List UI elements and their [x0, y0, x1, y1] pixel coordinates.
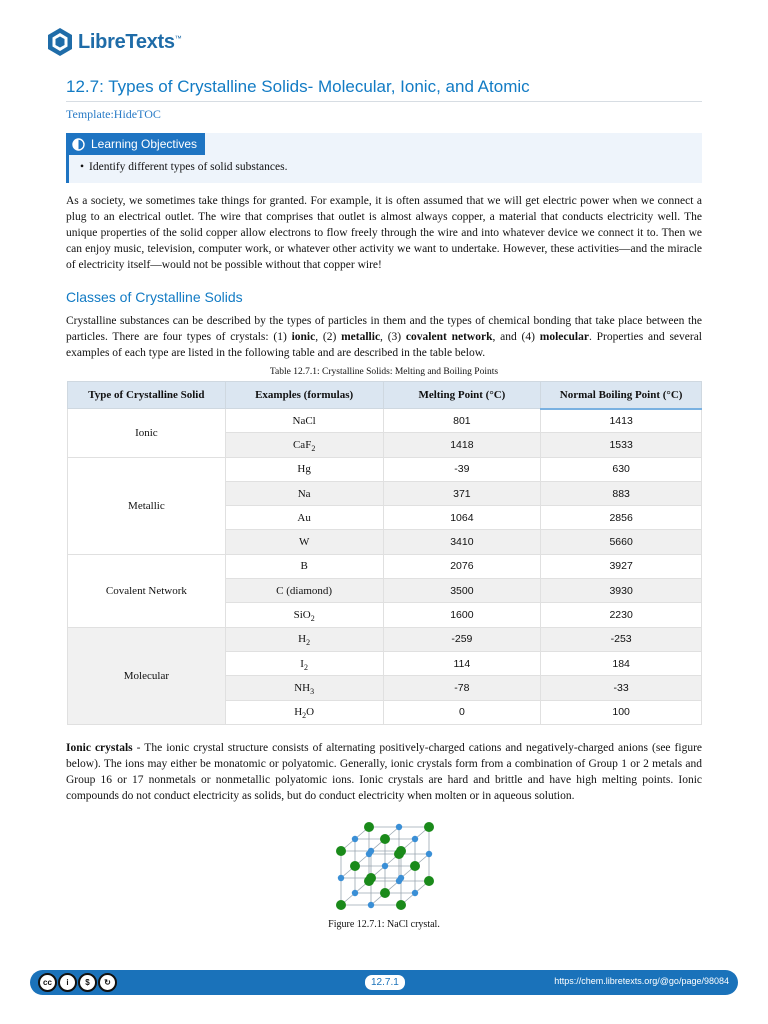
- melting-point-cell: -39: [383, 457, 541, 481]
- by-icon: i: [58, 973, 77, 992]
- half-circle-icon: [72, 138, 85, 151]
- learning-objectives-header: [66, 133, 205, 155]
- table-row: [68, 554, 702, 578]
- formula-cell: NaCl: [225, 409, 383, 433]
- page-url-link[interactable]: https://chem.libretexts.org/@go/page/98084: [554, 976, 729, 986]
- sodium-ion: [412, 890, 418, 896]
- footer-bar: [30, 970, 738, 995]
- col-header-examples[interactable]: Examples (formulas): [225, 382, 383, 409]
- crystalline-solids-table: [67, 381, 702, 725]
- formula-cell: Au: [225, 506, 383, 530]
- formula-cell: Na: [225, 481, 383, 505]
- sodium-ion: [426, 851, 432, 857]
- formula-cell: CaF$_2$: [225, 433, 383, 457]
- boiling-point-cell: 883: [541, 481, 702, 505]
- sodium-ion: [368, 902, 374, 908]
- melting-point-cell: 1064: [383, 506, 541, 530]
- sodium-ion: [398, 875, 404, 881]
- boiling-point-cell: 100: [541, 700, 702, 724]
- license-badges[interactable]: [38, 973, 118, 992]
- table-row: [68, 627, 702, 651]
- sodium-ion: [412, 836, 418, 842]
- sodium-ion: [338, 875, 344, 881]
- melting-point-cell: 801: [383, 409, 541, 433]
- learning-objective-item: • Identify different types of solid substances.: [80, 161, 287, 173]
- boiling-point-cell: 630: [541, 457, 702, 481]
- col-header-melting-point[interactable]: Melting Point (°C): [383, 382, 541, 409]
- melting-point-cell: 1418: [383, 433, 541, 457]
- sodium-ion: [352, 890, 358, 896]
- template-link[interactable]: Template:HideTOC: [66, 107, 161, 121]
- formula-cell: Hg: [225, 457, 383, 481]
- group-cell-ionic: Ionic: [68, 409, 226, 458]
- chloride-ion: [424, 822, 434, 832]
- chloride-ion: [366, 873, 376, 883]
- table-row: [68, 457, 702, 481]
- sa-icon: ↻: [98, 973, 117, 992]
- group-cell-covalent-network: Covalent Network: [68, 554, 226, 627]
- libretexts-logo[interactable]: [46, 27, 181, 57]
- boiling-point-cell: 3930: [541, 579, 702, 603]
- melting-point-cell: -259: [383, 627, 541, 651]
- learning-objectives-title: Learning Objectives: [91, 137, 198, 151]
- section-heading: Classes of Crystalline Solids: [66, 289, 243, 305]
- chloride-ion: [396, 846, 406, 856]
- logo-wordmark: LibreTexts™: [78, 30, 182, 53]
- formula-cell: $I_2$: [225, 651, 383, 675]
- sodium-ion: [368, 848, 374, 854]
- term-covalent-network: covalent network: [405, 331, 493, 343]
- term-ionic-crystals: Ionic crystals: [66, 742, 133, 754]
- chloride-ion: [364, 822, 374, 832]
- table-row: [68, 409, 702, 433]
- formula-cell: B: [225, 554, 383, 578]
- formula-cell: $NH_3$: [225, 676, 383, 700]
- melting-point-cell: 371: [383, 481, 541, 505]
- formula-cell: $H_2$: [225, 627, 383, 651]
- formula-cell: SiO$_2$: [225, 603, 383, 627]
- boiling-point-cell: 184: [541, 651, 702, 675]
- melting-point-cell: 3410: [383, 530, 541, 554]
- formula-cell: W: [225, 530, 383, 554]
- chloride-ion: [336, 846, 346, 856]
- term-ionic: ionic: [291, 331, 316, 343]
- chloride-ion: [396, 900, 406, 910]
- term-molecular: molecular: [539, 331, 589, 343]
- learning-objectives-box: [66, 133, 702, 183]
- melting-point-cell: 1600: [383, 603, 541, 627]
- page-number: 12.7.1: [365, 975, 405, 990]
- boiling-point-cell: 1413: [541, 409, 702, 433]
- classes-paragraph: Crystalline substances can be described by the types of particles in them and the types of chemical bonding that take place between the particles. There are four types of crystals: (1) ionic, (2) metallic, (3) covalent network, and (4) molecular. Properties and several examples of each type are listed in the following table and are described in the table below.: [66, 315, 703, 359]
- boiling-point-cell: -33: [541, 676, 702, 700]
- group-cell-molecular: Molecular: [68, 627, 226, 724]
- boiling-point-cell: 3927: [541, 554, 702, 578]
- intro-paragraph: As a society, we sometimes take things for granted. For example, it is often assumed that we will get electric power when we connect a plug to an electrical outlet. The wire that comprises that outlet is almost always copper, a material that conducts electricity well. The unique properties of the solid copper allow electrons to flow freely through the wire and into whatever device we connect it to. Then we can enjoy music, television, computer work, or whatever other activity we want to undertake. However, these activities—and the miracle of electricity itself—would not be possible without that copper wire!: [66, 195, 702, 271]
- nacl-crystal-figure: [333, 815, 437, 915]
- sodium-ion: [396, 824, 402, 830]
- ionic-crystals-paragraph: Ionic crystals - The ionic crystal structure consists of alternating positively-charged cations and negatively-charged anions (see figure below). The ions may either be monatomic or polyatomic. Generally, ionic crystals form from a combination of Group 1 or 2 metals and Group 16 or 17 nonmetals or nonmetallic polyatomic ions. Ionic crystals are hard and brittle and have high melting points. Ionic compounds do not conduct electricity as solids, but do conduct electricity when molten or in aqueous solution.: [66, 742, 703, 802]
- libretexts-hex-icon: [46, 27, 74, 57]
- chloride-ion: [424, 876, 434, 886]
- table-caption: Table 12.7.1: Crystalline Solids: Melting and Boiling Points: [269, 367, 499, 377]
- boiling-point-cell: 1533: [541, 433, 702, 457]
- col-header-type[interactable]: Type of Crystalline Solid: [68, 382, 226, 409]
- melting-point-cell: 0: [383, 700, 541, 724]
- melting-point-cell: 2076: [383, 554, 541, 578]
- sodium-ion: [352, 836, 358, 842]
- chloride-ion: [380, 834, 390, 844]
- figure-caption: Figure 12.7.1: NaCl crystal.: [328, 919, 440, 930]
- boiling-point-cell: 2230: [541, 603, 702, 627]
- melting-point-cell: -78: [383, 676, 541, 700]
- formula-cell: $H_2O$: [225, 700, 383, 724]
- term-metallic: metallic: [341, 331, 381, 343]
- cc-icon: cc: [38, 973, 57, 992]
- page-title: 12.7: Types of Crystalline Solids- Molecular, Ionic, and Atomic: [66, 77, 702, 102]
- group-cell-metallic: Metallic: [68, 457, 226, 554]
- chloride-ion: [336, 900, 346, 910]
- nc-icon: $: [78, 973, 97, 992]
- chloride-ion: [380, 888, 390, 898]
- table-header-row: [68, 382, 702, 409]
- chloride-ion: [350, 861, 360, 871]
- boiling-point-cell: 5660: [541, 530, 702, 554]
- melting-point-cell: 3500: [383, 579, 541, 603]
- sodium-ion: [382, 863, 388, 869]
- boiling-point-cell: -253: [541, 627, 702, 651]
- boiling-point-cell: 2856: [541, 506, 702, 530]
- melting-point-cell: 114: [383, 651, 541, 675]
- learning-objectives-list: [66, 155, 702, 183]
- formula-cell: C (diamond): [225, 579, 383, 603]
- chloride-ion: [410, 861, 420, 871]
- col-header-boiling-point[interactable]: Normal Boiling Point (°C): [541, 382, 702, 409]
